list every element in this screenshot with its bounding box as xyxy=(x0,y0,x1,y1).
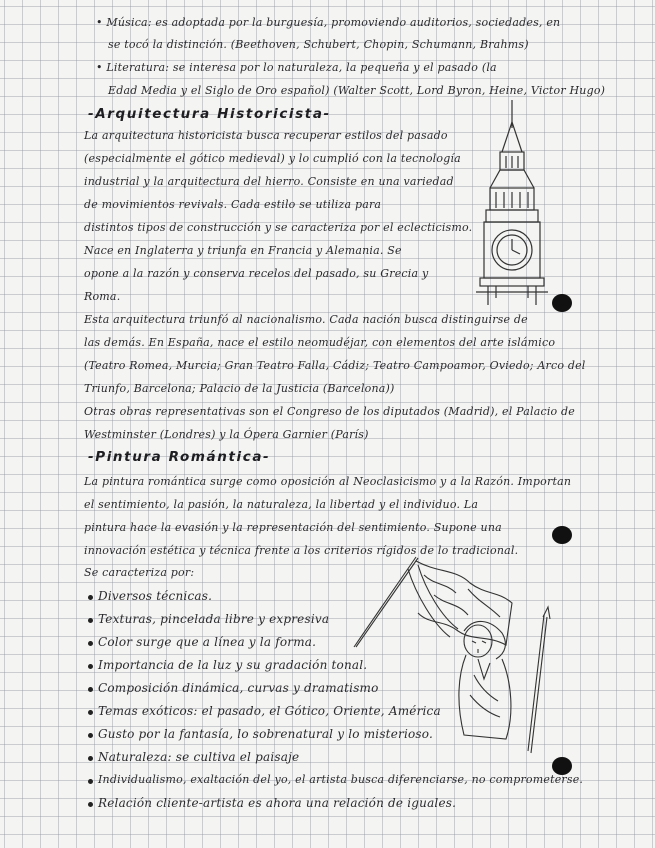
bullet-dot xyxy=(88,618,93,623)
paragraph-line: el sentimiento, la pasión, la naturaleza, la libertad y el individuo. La xyxy=(84,498,479,511)
paragraph-line: Otras obras representativas son el Congreso de los diputados (Madrid), el Palacio de xyxy=(84,405,576,418)
intro-line: • Literatura: se interesa por lo naturaleza, la pequeña y el pasado (la xyxy=(96,61,497,74)
paragraph-line: (Teatro Romea, Murcia; Gran Teatro Falla, Cádiz; Teatro Campoamor, Oviedo; Arco del xyxy=(84,359,586,372)
paragraph-line: Se caracteriza por: xyxy=(84,566,195,579)
bullet-dot xyxy=(88,641,93,646)
paragraph-line: distintos tipos de construcción y se caracteriza por el eclecticismo. xyxy=(84,221,473,234)
heading-arquitectura-historicista: -Arquitectura Historicista- xyxy=(88,106,331,122)
bullet-dot xyxy=(88,687,93,692)
list-item: Importancia de la luz y su gradación tonal. xyxy=(98,658,368,672)
bullet-dot xyxy=(88,802,93,807)
bullet-dot xyxy=(88,664,93,669)
paragraph-line: Triunfo, Barcelona; Palacio de la Justicia (Barcelona)) xyxy=(84,382,395,395)
binder-hole-middle xyxy=(552,526,572,544)
paragraph-line: Roma. xyxy=(84,290,121,303)
intro-line: • Música: es adoptada por la burguesía, promoviendo auditorios, sociedades, en xyxy=(96,16,561,29)
paragraph-line: Nace en Inglaterra y triunfa en Francia y Alemania. Se xyxy=(84,244,402,257)
intro-line: Edad Media y el Siglo de Oro español) (Walter Scott, Lord Byron, Heine, Victor Hugo) xyxy=(108,84,606,97)
paragraph-line: pintura hace la evasión y la representación del sentimiento. Supone una xyxy=(84,521,502,534)
paragraph-line: opone a la razón y conserva recelos del pasado, su Grecia y xyxy=(84,267,429,280)
painting-sketch xyxy=(338,555,558,770)
list-item: Naturaleza: se cultiva el paisaje xyxy=(98,750,300,764)
heading-pintura-romantica: -Pintura Romántica- xyxy=(88,449,271,465)
paragraph-line: Esta arquitectura triunfó al nacionalismo. Cada nación busca distinguirse de xyxy=(84,313,528,326)
paragraph-line: Westminster (Londres) y la Ópera Garnier (París) xyxy=(84,428,369,441)
paragraph-line: La arquitectura historicista busca recuperar estilos del pasado xyxy=(84,129,448,142)
paragraph-line: (especialmente el gótico medieval) y lo cumplió con la tecnología xyxy=(84,152,461,165)
list-item: Gusto por la fantasía, lo sobrenatural y lo misterioso. xyxy=(98,727,433,741)
list-item: Relación cliente-artista es ahora una relación de iguales. xyxy=(98,796,457,810)
list-item: Texturas, pincelada libre y expresiva xyxy=(98,612,330,626)
intro-line: se tocó la distinción. (Beethoven, Schubert, Chopin, Schumann, Brahms) xyxy=(108,38,529,51)
bullet-dot xyxy=(88,756,93,761)
paragraph-line: las demás. En España, nace el estilo neomudéjar, con elementos del arte islámico xyxy=(84,336,556,349)
bullet-dot xyxy=(88,733,93,738)
list-item: Color surge que a línea y la forma. xyxy=(98,635,317,649)
list-item: Diversos técnicas. xyxy=(98,589,213,603)
bullet-dot xyxy=(88,779,93,784)
bullet-dot xyxy=(88,595,93,600)
bullet-dot xyxy=(88,710,93,715)
list-item: Temas exóticos: el pasado, el Gótico, Oriente, América xyxy=(98,704,441,718)
list-item: Individualismo, exaltación del yo, el artista busca diferenciarse, no comprometerse. xyxy=(98,773,584,786)
clock-tower-sketch xyxy=(476,100,556,305)
paragraph-line: industrial y la arquitectura del hierro. Consiste en una variedad xyxy=(84,175,454,188)
paragraph-line: de movimientos revivals. Cada estilo se utiliza para xyxy=(84,198,382,211)
paragraph-line: La pintura romántica surge como oposición al Neoclasicismo y a la Razón. Importan xyxy=(84,475,572,488)
paragraph-line: innovación estética y técnica frente a los criterios rígidos de lo tradicional. xyxy=(84,544,519,557)
list-item: Composición dinámica, curvas y dramatismo xyxy=(98,681,379,695)
